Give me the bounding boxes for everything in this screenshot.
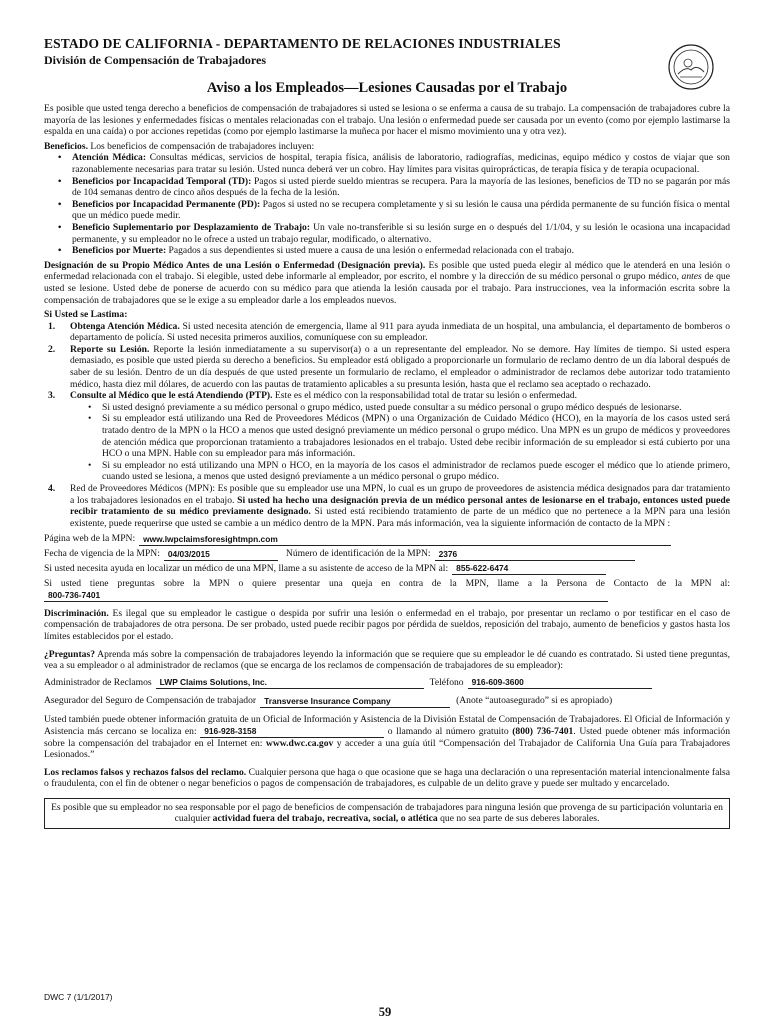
phone-label: Teléfono xyxy=(429,676,464,688)
toll-free-number: (800) 736-7401 xyxy=(512,725,574,737)
liability-box: Es posible que su empleador no sea responsable por el pago de beneficios de compensación de trabajadores para ninguna lesión que provenga de su participación voluntaria en cualquier actividad fuera del trabajo, recreativa, social, o atlética que no sea parte de sus deberes laborales. xyxy=(44,798,730,829)
mpn-id-value: 2376 xyxy=(435,549,635,561)
fraud-heading: Los reclamos falsos y rechazos falsos del reclamo. xyxy=(44,766,247,778)
benefit-item: • Beneficios por Incapacidad Temporal (TD): Pagos si usted pierde sueldo mientras se recupera. Para la mayoría de las lesiones, beneficios de TD no se pagarán por más de 104 semanas dentro de cinco años después de la fecha de la lesión. xyxy=(58,176,730,199)
division-heading: División de Compensación de Trabajadores xyxy=(44,53,267,67)
ptp-bullet: • Si su empleador está utilizando una Red de Proveedores Médicos (MPN) o una Organización de Cuidado Médico (HCO), en la mayoría de los casos usted será tratado dentro de la MPN o la HCO a menos que usted designó previamente un médico personal o grupo médico. Una MPN es un grupo de médicos y proveedores de atención médica que proporcionan tratamiento a trabajadores lesionados en el trabajo. Usted debe recibir información de su empleador si está cubierto por una HCO o una MPN. Hable con su empleador para más información. xyxy=(88,413,730,459)
discrimination-section: Discriminación. Es ilegal que su empleador le castigue o despida por sufrir una lesión o enfermedad en el trabajo, por presentar un reclamo o por testificar en el caso de compensación de trabajadores de otra persona. De ser probado, usted puede recibir pagos por pérdida de sueldos, reposición del trabajo, aumento de beneficios y gastos hasta los límites establecidos por el estado. xyxy=(44,607,730,642)
header xyxy=(44,36,730,68)
mpn-web-label: Página web de la MPN: xyxy=(44,533,136,545)
notice-title: Aviso a los Empleados—Lesiones Causadas por el Trabajo xyxy=(206,80,568,96)
ptp-bullet: • Si su empleador no está utilizando una MPN o HCO, en la mayoría de los casos el administrador de reclamos puede escoger el médico que lo atiende primero, cuando usted se lesiona, a menos que usted designó previamente a un médico personal o grupo médico. xyxy=(88,460,730,483)
state-department-heading: ESTADO DE CALIFORNIA - DEPARTAMENTO DE RELACIONES INDUSTRIALES xyxy=(44,36,561,51)
ptp-bullet: • Si usted designó previamente a su médico personal o grupo médico, usted puede consultar a su médico personal o grupo médico después de lesionarse. xyxy=(88,402,730,414)
mpn-contact-fields xyxy=(44,533,730,601)
phone-value: 916-609-3600 xyxy=(468,677,652,689)
benefits-section xyxy=(44,141,730,257)
fraud-section: Los reclamos falsos y rechazos falsos del reclamo. Cualquier persona que haga o que ocasione que se haga una declaración o una representación material intencionalmente falsa o fraudulenta, con el fin de obtener o negar beneficios o pagos de compensación de trabajadores, es culpable de un delito grave y puede ser multado y encarcelado. xyxy=(44,766,730,790)
questions-section: ¿Preguntas? Aprenda más sobre la compensación de trabajadores leyendo la información que se requiere que su empleador le dé cuando es contratado. Si usted tiene preguntas, vea a su empleador o al administrador de reclamos (que se encarga de los reclamos de compensación de trabajadores de su empleador): Administrador de Reclamos LWP Claims Solutions, Inc. Teléfono 916-609-3600 Asegurador del Seguro de Compensación de trabajador Transverse Insurance Company (Anote “autoasegurado” si es apropiado) Usted también puede obtener información gratuita de un Oficial de Información y Asistencia de la División Estatal de Compensación de Trabajadores. El Oficial de Información y Asistencia más cercano se localiza en: 916-928-3158 o llamando al número gratuito (800) 736-7401. Usted puede obtener más información sobre la compensación del trabajador en el Internet en: www.dwc.ca.gov y acceder a una guía útil “Compensación del Trabajador de California Una Guía para Trabajadores Lesionados.” xyxy=(44,648,730,761)
step-item: 4. Red de Proveedores Médicos (MPN): Es posible que su empleador use una MPN, lo cual es un grupo de proveedores de asistencia médica designados para dar tratamiento a los trabajadores lesionados en el trabajo. Si usted ha hecho una designación previa de un médico personal antes de lesionarse en el trabajo, entonces usted puede recibir tratamiento de su médico previamente designado. Si usted está recibiendo tratamiento de parte de un médico que no pertenece a la MPN para una lesión existente, puede requerirse que usted se cambie a un médico dentro de la MPN. Para más información, vea la siguiente información de contacto de la MPN : xyxy=(48,483,730,529)
mpn-complaint-label: Si usted tiene preguntas sobre la MPN o quiere presentar una queja en contra de la MPN, llame a la Persona de Contacto de la MPN al: xyxy=(44,578,730,590)
benefit-item: • Beneficios por Muerte: Pagados a sus dependientes si usted muere a causa de una lesión o enfermedad relacionada con el trabajo. xyxy=(58,245,730,257)
mpn-help-value: 855-622-6474 xyxy=(452,563,606,575)
claims-admin-label: Administrador de Reclamos xyxy=(44,676,152,688)
form-id: DWC 7 (1/1/2017) xyxy=(44,992,113,1002)
mpn-help-label: Si usted necesita ayuda en localizar un médico de una MPN, llame a su asistente de acceso de la MPN al: xyxy=(44,562,449,574)
mpn-web-value: www.lwpclaimsforesightmpn.com xyxy=(139,534,671,546)
designation-section: Designación de su Propio Médico Antes de una Lesión o Enfermedad (Designación previa). Es posible que usted pueda elegir al médico que le atenderá en una lesión o enfermedad relacionada con el trabajo. Si elegible, usted debe informarle al empleador, por escrito, el nombre y la dirección de su médico personal o grupo médico, antes de que usted se lesione. Usted debe de ponerse de acuerdo con su médico para que atienda la lesión causada por el trabajo. Para instrucciones, vea la información escrita sobre la compensación de trabajadores que se le exige a su empleador darle a los empleados nuevos. xyxy=(44,259,730,306)
page-number: 59 xyxy=(378,1005,392,1019)
intro-paragraph: Es posible que usted tenga derecho a beneficios de compensación de trabajadores si usted se lesiona o se enferma a causa de su trabajo. La compensación de trabajadores cubre la mayoría de las lesiones y enfermedades físicas o mentales relacionadas con el trabajo. Una lesión o enfermedad puede ser causada por un evento (como por ejemplo lastimarse la espalda en una caída) o por acciones repetidas (como por ejemplo lastimarse la muñeca por hacer el mismo movimiento una y otra vez). xyxy=(44,103,730,138)
step-item: 2. Reporte su Lesión. Reporte la lesión inmediatamente a su supervisor(a) o a un representante del empleador. No se demore. Hay límites de tiempo. Si usted espera demasiado, es posible que usted pierda su derecho a beneficios. Su empleador está obligado a proporcionarle un formulario de reclamo dentro de un día laboral después de saber de su lesión. Dentro de un día después de que usted presente un formulario de reclamo, el empleador o administrador de reclamos debe autorizar todo tratamiento médico, hasta diez mil dólares, de acuerdo con las pautas de tratamiento aplicables a su presunta lesión, hasta que el reclamo sea aceptado o rechazado. xyxy=(48,343,731,390)
if-injured-heading: Si Usted se Lastima: xyxy=(44,309,128,321)
questions-heading: ¿Preguntas? xyxy=(44,648,95,660)
california-seal-icon xyxy=(668,44,714,90)
insurer-value: Transverse Insurance Company xyxy=(260,696,450,708)
designation-heading: Designación de su Propio Médico Antes de una Lesión o Enfermedad (Designación previa). xyxy=(44,259,426,271)
insurer-note: (Anote “autoasegurado” si es apropiado) xyxy=(456,695,613,707)
mpn-id-label: Número de identificación de la MPN: xyxy=(285,547,431,559)
mpn-date-value: 04/03/2015 xyxy=(164,549,278,561)
claims-admin-value: LWP Claims Solutions, Inc. xyxy=(156,677,424,689)
if-injured-section xyxy=(44,309,730,529)
benefit-item: • Atención Médica: Consultas médicas, servicios de hospital, terapia física, análisis de laboratorio, radiografías, medicinas, equipo médico y costos de viajar que son razonablemente necesarias para tratar su lesión. Usted nunca deberá ver un cobro. Hay límites para visitas quiroprácticas, de terapia física y de terapia ocupacional. xyxy=(58,152,730,175)
step-item: 3. Consulte al Médico que le está Atendiendo (PTP). Este es el médico con la responsabilidad total de tratar su lesión o enfermedad. • Si usted designó previamente a su médico personal o grupo médico, usted puede consultar a su médico personal o grupo médico después de lesionarse. • Si su empleador está utilizando una Red de Proveedores Médicos (MPN) o una Organización de Cuidado Médico (HCO), en la mayoría de los casos usted será tratado dentro de la MPN o la HCO a menos que usted designó previamente un médico personal o grupo médico. Una MPN es un grupo de médicos y proveedores de atención médica que proporcionan tratamiento a trabajadores lesionados en el trabajo. Usted debe recibir información de su empleador si está cubierto por una HCO o una MPN. Hable con su empleador para más información. • Si su empleador no está utilizando una MPN o HCO, en la mayoría de los casos el administrador de reclamos puede escoger el médico que lo atiende primero, cuando usted se lesiona, a menos que usted designó previamente a un médico personal o grupo médico. xyxy=(44,390,730,483)
benefits-lead: Los beneficios de compensación de trabajadores incluyen: xyxy=(87,140,315,152)
insurer-label: Asegurador del Seguro de Compensación de trabajador xyxy=(44,695,257,707)
step-item: 1. Obtenga Atención Médica. Si usted necesita atención de emergencia, llame al 911 para ayuda inmediata de un hospital, una ambulancia, el departamento de bomberos o departamento de policía. Si usted necesita primeros auxilios, comuníquese con su empleador. xyxy=(48,320,730,344)
notice-page xyxy=(44,36,730,829)
benefits-heading: Beneficios. xyxy=(44,140,88,152)
info-officer-phone: 916-928-3158 xyxy=(200,726,384,738)
benefit-item: • Beneficios por Incapacidad Permanente (PD): Pagos si usted no se recupera completamente y si su lesión le causa una pérdida permanente de su función física o mental que un médico puede medir. xyxy=(58,199,730,222)
benefit-item: • Beneficio Suplementario por Desplazamiento de Trabajo: Un vale no-transferible si su lesión surge en o después del 1/1/04, y su lesión le ocasiona una incapacidad permanente, y su empleador no le ofrece a usted un trabajo regular, modificado, o alternativo. xyxy=(58,222,730,245)
mpn-date-label: Fecha de vigencia de la MPN: xyxy=(44,547,160,559)
dwc-website-link[interactable]: www.dwc.ca.gov xyxy=(265,737,334,749)
discrimination-heading: Discriminación. xyxy=(44,607,109,619)
mpn-complaint-value: 800-736-7401 xyxy=(44,590,608,602)
